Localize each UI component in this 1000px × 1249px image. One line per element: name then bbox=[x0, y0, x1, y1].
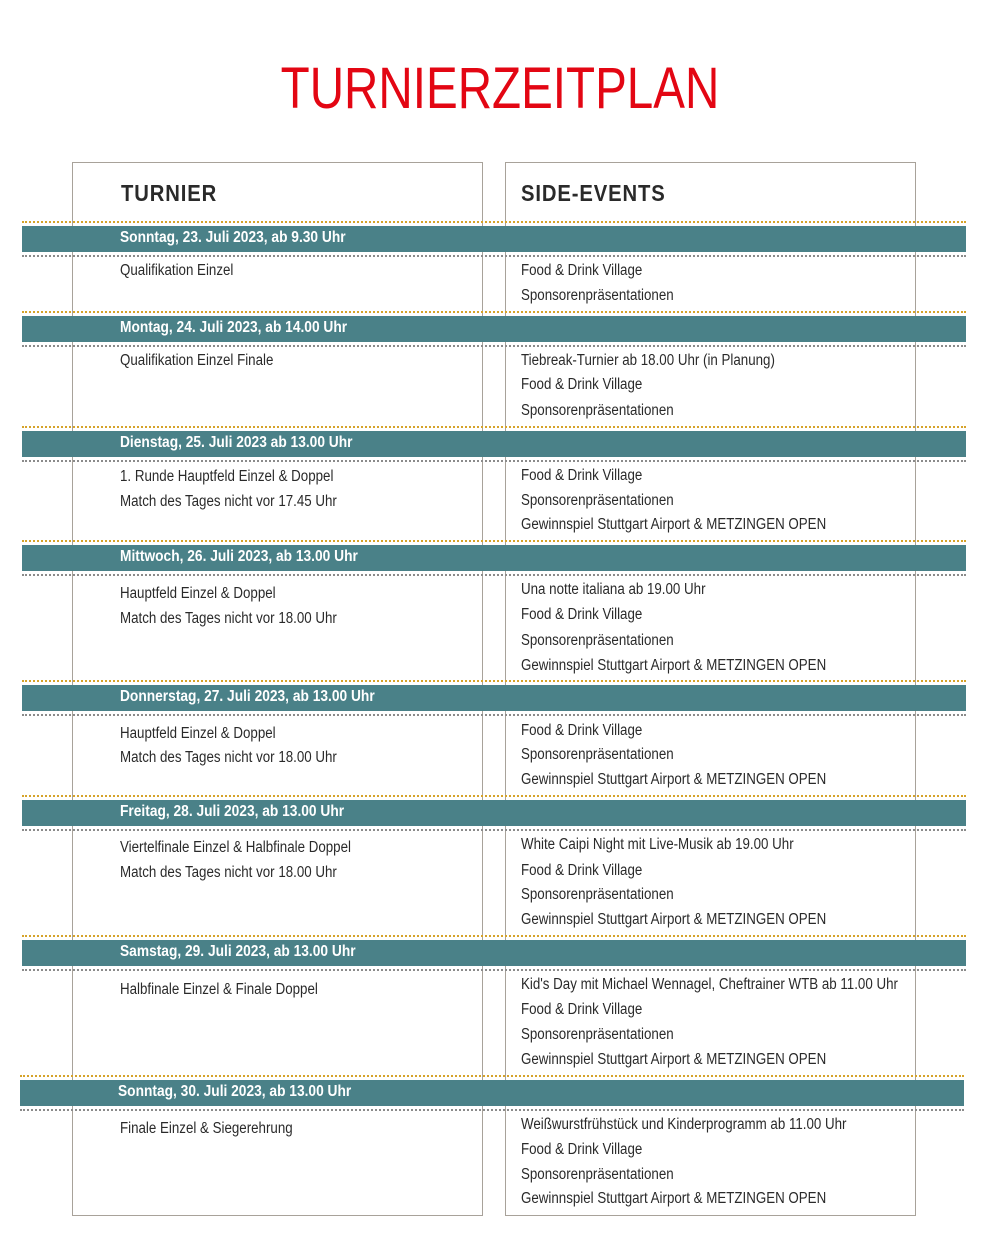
tournament-item: Qualifikation Einzel bbox=[120, 262, 234, 279]
day-band bbox=[22, 431, 966, 457]
side-event-item: Sponsorenpräsentationen bbox=[521, 492, 674, 509]
day-date: Sonntag, 23. Juli 2023, ab 9.30 Uhr bbox=[120, 229, 346, 246]
side-event-item: Food & Drink Village bbox=[521, 862, 643, 879]
day-date: Sonntag, 30. Juli 2023, ab 13.00 Uhr bbox=[118, 1083, 352, 1100]
side-event-item: Kid's Day mit Michael Wennagel, Cheftrainer WTB ab 11.00 Uhr bbox=[521, 976, 898, 993]
day-date: Montag, 24. Juli 2023, ab 14.00 Uhr bbox=[120, 319, 348, 336]
day-band bbox=[22, 316, 966, 342]
tournament-item: Finale Einzel & Siegerehrung bbox=[120, 1120, 293, 1137]
side-event-item: White Caipi Night mit Live-Musik ab 19.00 Uhr bbox=[521, 836, 794, 853]
tournament-item: Match des Tages nicht vor 18.00 Uhr bbox=[120, 610, 337, 627]
tournament-item: Hauptfeld Einzel & Doppel bbox=[120, 725, 276, 742]
day-band bbox=[22, 800, 966, 826]
side-event-item: Food & Drink Village bbox=[521, 1001, 643, 1018]
side-event-item: Gewinnspiel Stuttgart Airport & METZINGEN OPEN bbox=[521, 1051, 827, 1068]
tournament-item: Match des Tages nicht vor 17.45 Uhr bbox=[120, 493, 337, 510]
side-event-item: Una notte italiana ab 19.00 Uhr bbox=[521, 581, 706, 598]
side-event-item: Tiebreak-Turnier ab 18.00 Uhr (in Planung) bbox=[521, 352, 775, 369]
tournament-item: Match des Tages nicht vor 18.00 Uhr bbox=[120, 864, 337, 881]
side-event-item: Gewinnspiel Stuttgart Airport & METZINGEN OPEN bbox=[521, 516, 827, 533]
side-event-item: Weißwurstfrühstück und Kinderprogramm ab 11.00 Uhr bbox=[521, 1116, 847, 1133]
tournament-item: Halbfinale Einzel & Finale Doppel bbox=[120, 981, 318, 998]
side-event-item: Gewinnspiel Stuttgart Airport & METZINGEN OPEN bbox=[521, 657, 827, 674]
side-event-item: Sponsorenpräsentationen bbox=[521, 402, 674, 419]
day-band bbox=[22, 545, 966, 571]
side-event-item: Sponsorenpräsentationen bbox=[521, 886, 674, 903]
side-events-column-header: SIDE-EVENTS bbox=[521, 180, 666, 206]
side-event-item: Food & Drink Village bbox=[521, 467, 643, 484]
side-event-item: Food & Drink Village bbox=[521, 606, 643, 623]
day-date: Samstag, 29. Juli 2023, ab 13.00 Uhr bbox=[120, 943, 356, 960]
day-date: Mittwoch, 26. Juli 2023, ab 13.00 Uhr bbox=[120, 548, 358, 565]
side-event-item: Food & Drink Village bbox=[521, 262, 643, 279]
day-band bbox=[22, 685, 966, 711]
tournament-item: Viertelfinale Einzel & Halbfinale Doppel bbox=[120, 839, 351, 856]
tournament-item: Qualifikation Einzel Finale bbox=[120, 352, 274, 369]
tournament-item: 1. Runde Hauptfeld Einzel & Doppel bbox=[120, 468, 334, 485]
day-band bbox=[22, 226, 966, 252]
side-event-item: Gewinnspiel Stuttgart Airport & METZINGEN OPEN bbox=[521, 1190, 827, 1207]
page-title: TURNIERZEITPLAN bbox=[280, 56, 720, 121]
side-event-item: Sponsorenpräsentationen bbox=[521, 632, 674, 649]
side-event-item: Sponsorenpräsentationen bbox=[521, 746, 674, 763]
side-event-item: Food & Drink Village bbox=[521, 376, 643, 393]
side-event-item: Food & Drink Village bbox=[521, 1141, 643, 1158]
day-date: Donnerstag, 27. Juli 2023, ab 13.00 Uhr bbox=[120, 688, 375, 705]
side-event-item: Gewinnspiel Stuttgart Airport & METZINGEN OPEN bbox=[521, 771, 827, 788]
day-band bbox=[22, 940, 966, 966]
tournament-column-header: TURNIER bbox=[121, 180, 218, 206]
day-date: Freitag, 28. Juli 2023, ab 13.00 Uhr bbox=[120, 803, 345, 820]
side-event-item: Gewinnspiel Stuttgart Airport & METZINGEN OPEN bbox=[521, 911, 827, 928]
side-event-item: Food & Drink Village bbox=[521, 722, 643, 739]
side-event-item: Sponsorenpräsentationen bbox=[521, 1026, 674, 1043]
tournament-item: Match des Tages nicht vor 18.00 Uhr bbox=[120, 749, 337, 766]
side-event-item: Sponsorenpräsentationen bbox=[521, 1166, 674, 1183]
day-date: Dienstag, 25. Juli 2023 ab 13.00 Uhr bbox=[120, 434, 353, 451]
side-event-item: Sponsorenpräsentationen bbox=[521, 287, 674, 304]
day-band bbox=[20, 1080, 964, 1106]
tournament-item: Hauptfeld Einzel & Doppel bbox=[120, 585, 276, 602]
